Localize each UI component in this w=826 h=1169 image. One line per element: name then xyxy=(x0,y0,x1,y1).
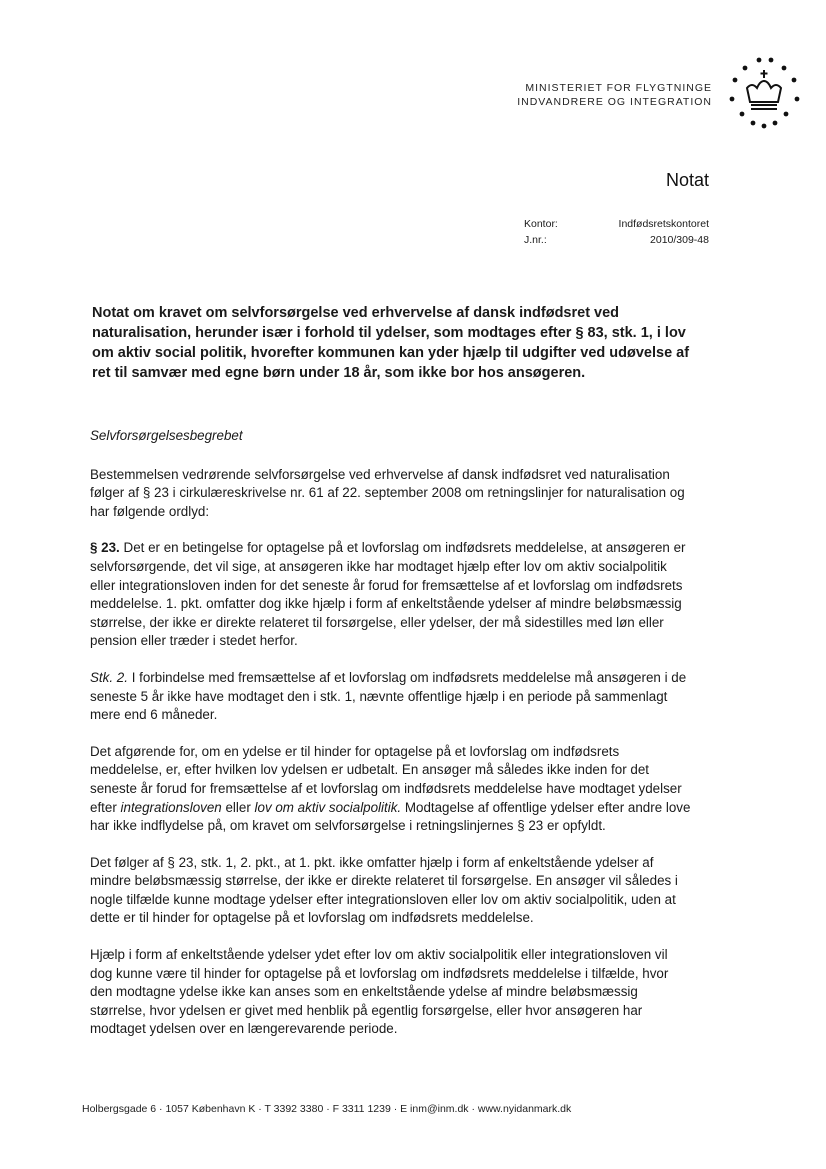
stk-2-text: I forbindelse med fremsættelse af et lovforslag om indfødsrets meddelelse må ansøgeren i de seneste 5 år ikke have modtaget den i stk. 1, nævnte offentlige hjælp i en periode på sammenlagt mere end 6 måneder. xyxy=(90,669,687,723)
document-meta xyxy=(524,216,709,248)
memo-heading: Notat om kravet om selvforsørgelse ved erhvervelse af dansk indfødsret ved naturalisation, herunder især i forhold til ydelser, som modtages efter § 83, stk. 1, i lov om aktiv social politik, hvorefter kommunen kan yder hjælp til udgifter ved udøvelse af ret til samvær med egne børn under 18 år, som ikke bor hos ansøgeren. xyxy=(92,305,690,381)
section-23-text: Det er en betingelse for optagelse på et lovforslag om indfødsrets meddelelse, at ansøgeren er selvforsørgende, det vil sige, at ansøgeren ikke har modtaget hjælp efter lov om aktiv socialpolitik eller integrationsloven inden for det seneste år forud for fremsættelse af et lovforslag om indfødsrets meddelelse. 1. pkt. omfatter dog ikke hjælp i form af enkeltstående ydelser af mindre beløbsmæssig størrelse, der ikke er direkte relateret til forsørgelse, eller ydelser, der må sidestilles med løn eller pension eller træder i stedet herfor. xyxy=(90,540,686,649)
section-subheading: Selvforsørgelsesbegrebet xyxy=(90,428,243,443)
section-23-label: § 23. xyxy=(90,540,120,556)
para4-law-social: lov om aktiv socialpolitik. xyxy=(254,799,402,815)
jnr-label: J.nr.: xyxy=(524,234,547,246)
address-footer: Holbergsgade 6 · 1057 København K · T 3392 3380 · F 3311 1239 · E inm@inm.dk · www.nyidanmark.dk xyxy=(82,1103,572,1115)
ministry-line-1: MINISTERIET FOR FLYGTNINGE xyxy=(525,82,712,94)
para4-text-a: Det afgørende for, om en ydelse er til hinder for optagelse på et lovforslag om indfødsrets meddelelse, er, efter hvilken lov ydelsen er udbetalt. En ansøger må således ikke inden for det seneste år forud for fremsættelse af et lovforslag om indfødsrets meddelelse have modtaget ydelser efter xyxy=(90,743,682,815)
ministry-name xyxy=(517,81,712,109)
royal-crown-crest-icon xyxy=(720,50,810,130)
paragraph-intro: Bestemmelsen vedrørende selvforsørgelse ved erhvervelse af dansk indfødsret ved naturalisation følger af § 23 i cirkulæreskrivelse nr. 61 af 22. september 2008 om retningslinjer for naturalisation og har følgende ordlyd: xyxy=(90,466,685,519)
stk-2-label: Stk. 2. xyxy=(90,669,128,685)
ministry-line-2: INDVANDRERE OG INTEGRATION xyxy=(517,96,712,108)
paragraph-section-23 xyxy=(90,539,692,651)
kontor-value: Indfødsretskontoret xyxy=(618,218,709,230)
para4-law-integration: integrationsloven xyxy=(120,799,222,815)
paragraph-decisive-law xyxy=(90,743,692,836)
jnr-value: 2010/309-48 xyxy=(650,234,709,246)
document-title: Notat xyxy=(665,170,709,190)
memo-body xyxy=(90,427,692,1057)
para4-text-c: Modtagelse af offentlige ydelser efter andre love har ikke indflydelse på, om kravet om selvforsørgelse i retningslinjernes § 23 er opfyldt. xyxy=(90,799,691,834)
paragraph-exceptions: Hjælp i form af enkeltstående ydelser ydet efter lov om aktiv socialpolitik eller integrationsloven vil dog kunne være til hinder for optagelse på et lovforslag om indfødsrets meddelelse i tilfælde, hvor den modtagne ydelse ikke kan anses som en enkeltstående ydelse af mindre beløbsmæssig størrelse, hvor ydelsen er givet med henblik på egentlig forsørgelse, eller hvor ansøgeren har modtaget ydelsen over en længerevarende periode. xyxy=(90,947,669,1037)
paragraph-stk-2 xyxy=(90,669,692,725)
kontor-label: Kontor: xyxy=(524,218,558,230)
paragraph-single-benefits: Det følger af § 23, stk. 1, 2. pkt., at 1. pkt. ikke omfatter hjælp i form af enkeltstående ydelser af mindre beløbsmæssig størrelse, der ikke er direkte relateret til forsørgelse. En ansøger vil således i nogle tilfælde kunne modtage ydelser efter integrationsloven eller lov om aktiv socialpolitik, uden at dette er til hinder for optagelse på et lovforslag om indfødsrets meddelelse. xyxy=(90,854,678,926)
para4-text-b: eller xyxy=(221,799,255,815)
